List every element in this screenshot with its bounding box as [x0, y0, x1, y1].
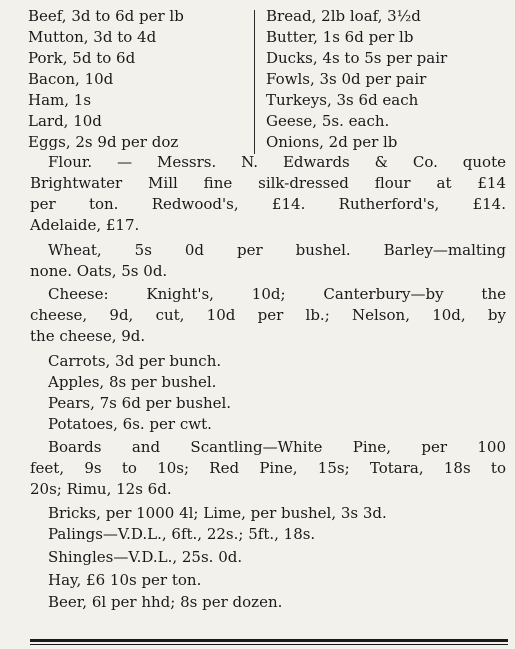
text-line: Cheese: Knight's, 10d; Canterbury—by the [48, 285, 506, 303]
price-item: Turkeys, 3s 6d each [266, 91, 419, 109]
price-item: Mutton, 3d to 4d [28, 28, 157, 46]
text-line: Wheat, 5s 0d per bushel. Barley—malting [48, 241, 506, 259]
price-item: Bread, 2lb loaf, 3½d [266, 7, 421, 25]
text-line: 20s; Rimu, 12s 6d. [30, 480, 172, 498]
text-line: Adelaide, £17. [30, 216, 140, 234]
text-line: feet, 9s to 10s; Red Pine, 15s; Totara, 18s to [30, 459, 506, 477]
section-rule [30, 639, 508, 642]
price-item: Eggs, 2s 9d per doz [28, 133, 179, 151]
price-item: Butter, 1s 6d per lb [266, 28, 414, 46]
price-column-left [28, 6, 248, 153]
section-rule-thin [30, 644, 508, 645]
price-item: Ham, 1s [28, 91, 92, 109]
text-line: the cheese, 9d. [30, 327, 146, 345]
price-column-right [266, 6, 511, 153]
price-item: Pork, 5d to 6d [28, 49, 136, 67]
text-line: Pears, 7s 6d per bushel. [48, 394, 232, 412]
price-item: Fowls, 3s 0d per pair [266, 70, 427, 88]
price-table [28, 6, 508, 160]
column-divider [254, 10, 255, 154]
price-item: Beef, 3d to 6d per lb [28, 7, 184, 25]
text-line: Hay, £6 10s per ton. [48, 571, 202, 589]
text-line: Beer, 6l per hhd; 8s per dozen. [48, 593, 283, 611]
text-line: Potatoes, 6s. per cwt. [48, 415, 212, 433]
price-item: Ducks, 4s to 5s per pair [266, 49, 448, 67]
price-item: Onions, 2d per lb [266, 133, 398, 151]
price-item: Geese, 5s. each. [266, 112, 390, 130]
text-line: Flour. — Messrs. N. Edwards & Co. quote [48, 153, 506, 171]
text-line: Carrots, 3d per bunch. [48, 352, 222, 370]
text-line: Palings—V.D.L., 6ft., 22s.; 5ft., 18s. [48, 525, 316, 543]
text-line: Boards and Scantling—White Pine, per 100 [48, 438, 506, 456]
text-line: Bricks, per 1000 4l; Lime, per bushel, 3s 3d. [48, 504, 387, 522]
price-item: Lard, 10d [28, 112, 102, 130]
text-line: Shingles—V.D.L., 25s. 0d. [48, 548, 243, 566]
text-line: none. Oats, 5s 0d. [30, 262, 168, 280]
text-line: per ton. Redwood's, £14. Rutherford's, £14. [30, 195, 506, 213]
text-line: Apples, 8s per bushel. [48, 373, 217, 391]
text-line: cheese, 9d, cut, 10d per lb.; Nelson, 10d, by [30, 306, 506, 324]
text-line: Brightwater Mill fine silk-dressed flour at £14 [30, 174, 506, 192]
price-item: Bacon, 10d [28, 70, 114, 88]
